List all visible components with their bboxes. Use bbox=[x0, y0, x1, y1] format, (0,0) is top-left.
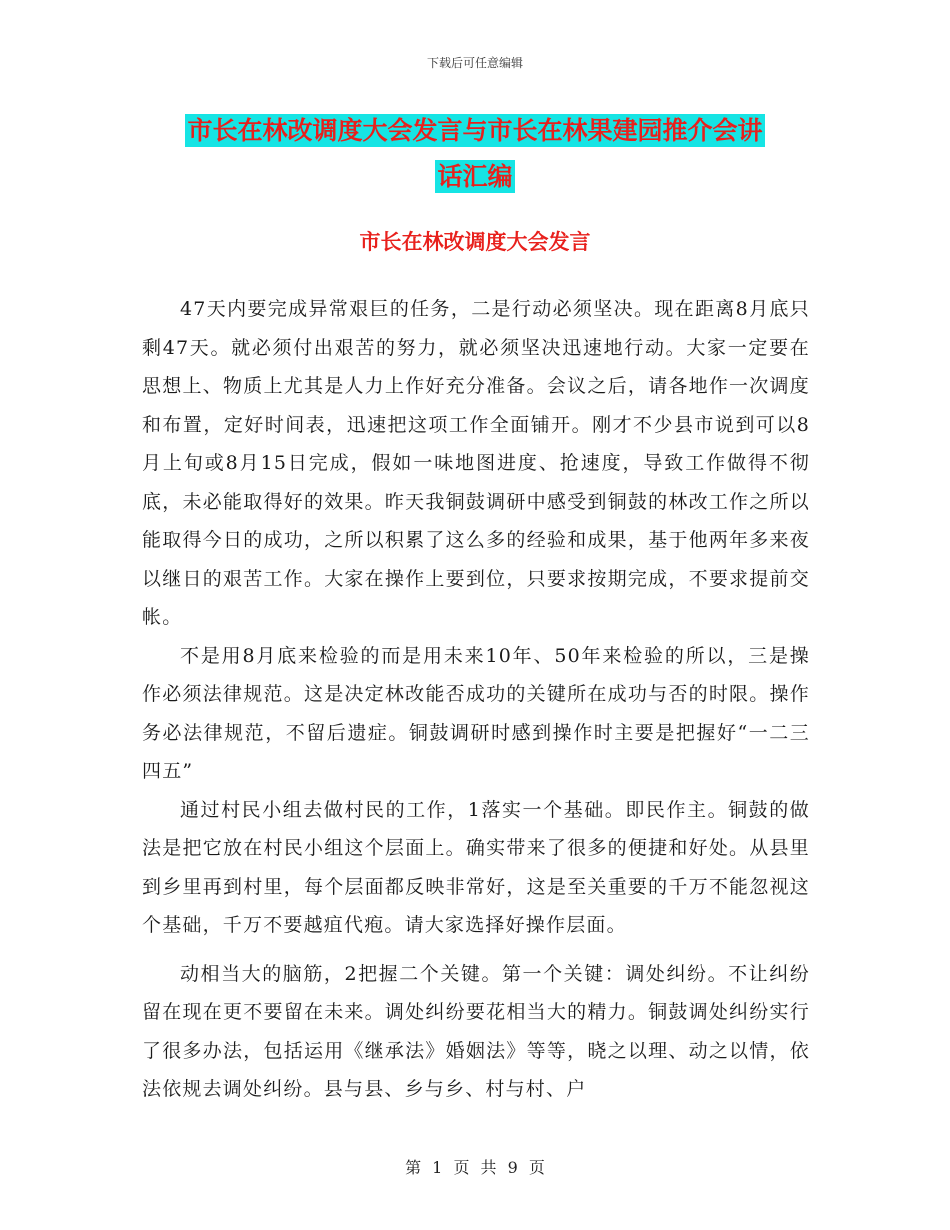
document-title-line-2: 话汇编 bbox=[437, 162, 513, 191]
paragraph: 不是用8月底来检验的而是用未来10年、50年来检验的所以，三是操作必须法律规范。这是决定林改能否成功的关键所在成功与否的时限。操作务必法律规范，不留后遗症。铜鼓调研时感到操作时主要是把握好“一二三四五” bbox=[142, 644, 810, 782]
header-note: 下载后可任意编辑 bbox=[426, 56, 523, 70]
section-title: 市长在林改调度大会发言 bbox=[359, 230, 591, 254]
paragraph: 动相当大的脑筋，2把握二个关键。第一个关键：调处纠纷。不让纠纷留在现在更不要留在未来。调处纠纷要花相当大的精力。铜鼓调处纠纷实行了很多办法，包括运用《继承法》婚姻法》等等，晓之以理、动之以情，依法依规去调处纠纷。县与县、乡与乡、村与村、户 bbox=[142, 962, 810, 1100]
paragraph: 47天内要完成异常艰巨的任务，二是行动必须坚决。现在距离8月底只剩47天。就必须付出艰苦的努力，就必须坚决迅速地行动。大家一定要在思想上、物质上尤其是人力上作好充分准备。会议之后，请各地作一次调度和布置，定好时间表，迅速把这项工作全面铺开。刚才不少县市说到可以8月上旬或8月15日完成，假如一味地图进度、抢速度，导致工作做得不彻底，未必能取得好的效果。昨天我铜鼓调研中感受到铜鼓的林改工作之所以能取得今日的成功，之所以积累了这么多的经验和成果，基于他两年多来夜以继日的艰苦工作。大家在操作上要到位，只要求按期完成，不要求提前交帐。 bbox=[142, 298, 810, 628]
document-title bbox=[140, 108, 810, 200]
document-title-line-1: 市长在林改调度大会发言与市长在林果建园推介会讲 bbox=[187, 116, 763, 145]
paragraph: 通过村民小组去做村民的工作，1落实一个基础。即民作主。铜鼓的做法是把它放在村民小组这个层面上。确实带来了很多的便捷和好处。从县里到乡里再到村里，每个层面都反映非常好，这是至关重要的千万不能忽视这个基础，千万不要越疽代疱。请大家选择好操作层面。 bbox=[142, 798, 810, 936]
body-text bbox=[142, 290, 810, 1109]
page-footer: 第 1 页 共 9 页 bbox=[405, 1158, 545, 1177]
